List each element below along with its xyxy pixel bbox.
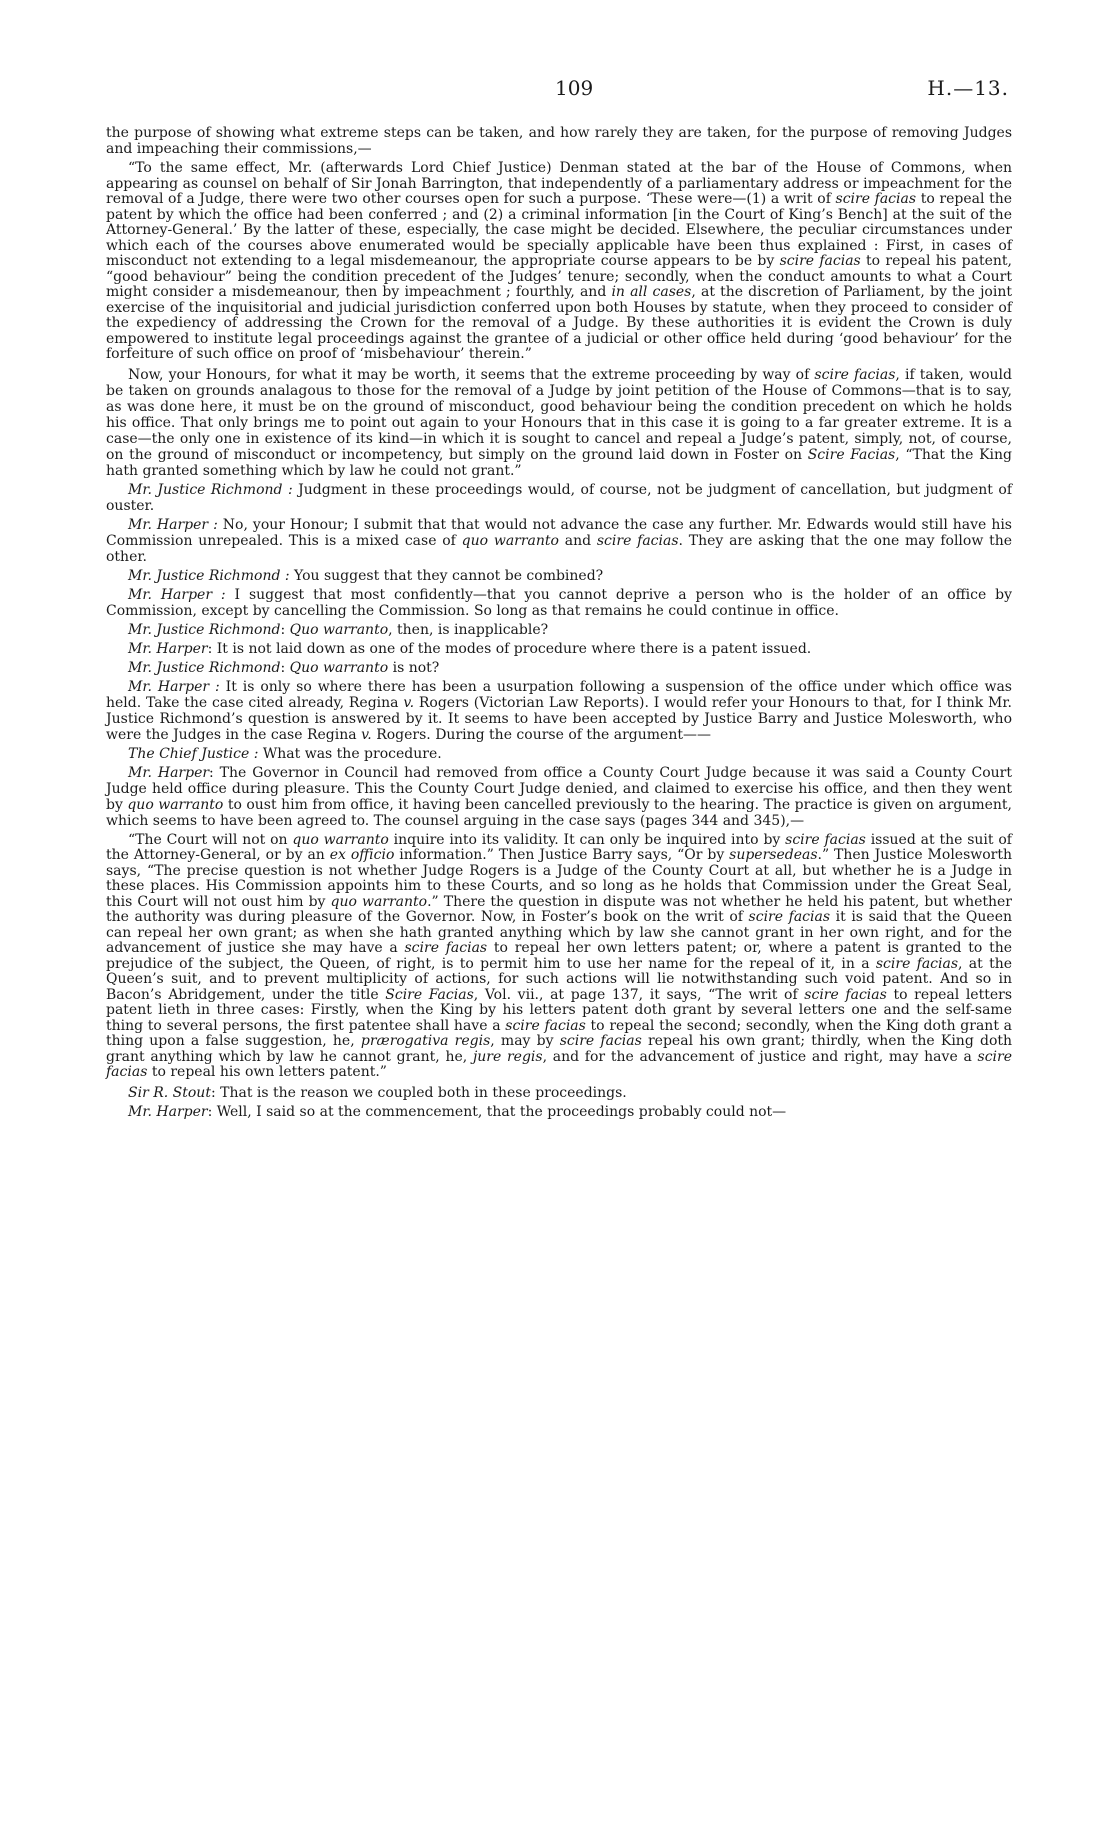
speaker: The Chief Justice :: [128, 745, 259, 762]
speaker: Mr. Harper: [128, 640, 208, 657]
paragraph: the purpose of showing what extreme steps can be taken, and how rarely they are taken, for the purpose of removing Judges and impeaching their commissions,—: [106, 125, 1012, 157]
dialogue-line: Mr. Justice Richmond: Quo warranto, then, is inapplicable?: [128, 621, 549, 638]
speaker: Mr. Harper: [128, 1103, 208, 1120]
speaker: Mr. Justice Richmond: [128, 621, 281, 638]
dialogue-line: Sir R. Stout: That is the reason we coupled both in these proceedings.: [128, 1084, 627, 1101]
dialogue-line: Mr. Harper: Well, I said so at the commencement, that the proceedings probably could not—: [128, 1103, 787, 1120]
block-quote: “The Court will not on quo warranto inquire into its validity. It can only be inquired into by scire facias issued at the suit of the Attorney-General, or by an ex officio information.” Then Justice Barry says, “Or by supersedeas.” Then Justice Molesworth says, “The precise question is not whether Judge Rogers is a Judge of the County Court at all, but whether he is a Judge in these places. His Commission appoints him to these Courts, and so long as he holds that Commission under the Great Seal, this Court will not oust him by quo warranto.” There the question in dispute was not whether he held his patent, but whether the authority was during pleasure of the Governor. Now, in Foster’s book on the writ of scire facias it is said that the Queen can repeal her own grant; as when she hath granted anything which by law she cannot grant in her own right, and for the advancement of justice she may have a scire facias to repeal her own letters patent; or, where a patent is granted to the prejudice of the subject, the Queen, of right, is to permit him to use her name for the repeal of it, in a scire facias, at the Queen’s suit, and to prevent multiplicity of actions, for such actions will lie notwithstanding such void patent. And so in Bacon’s Abridgement, under the title Scire Facias, Vol. vii., at page 137, it says, “The writ of scire facias to repeal letters patent lieth in three cases: Firstly, when the King by his letters patent doth grant by several letters one and the self-same thing to several persons, the first patentee shall have a scire facias to repeal the second; secondly, when the King doth grant a thing upon a false suggestion, he, prærogativa regis, may by scire facias repeal his own grant; thirdly, when the King doth grant anything which by law he cannot grant, he, jure regis, and for the advancement of justice and right, may have a scire facias to repeal his own letters patent.”: [106, 831, 1013, 1080]
page-number: 109: [555, 76, 594, 100]
speaker: Mr. Harper :: [128, 586, 226, 603]
document-reference: H.—13.: [927, 76, 1009, 100]
speaker: Sir R. Stout: [128, 1084, 211, 1101]
speaker: Mr. Justice Richmond :: [128, 481, 293, 498]
speaker: Mr. Harper :: [128, 678, 220, 695]
block-quote: “To the same effect, Mr. (afterwards Lord Chief Justice) Denman stated at the bar of the House of Commons, when appearing as counsel on behalf of Sir Jonah Barrington, that independently of a parliamentary address or impeachment for the removal of a Judge, there were two other courses open for such a purpose. ‘These were—(1) a writ of scire facias to repeal the patent by which the office had been conferred ; and (2) a criminal information [in the Court of King’s Bench] at the suit of the Attorney-General.’ By the latter of these, especially, the case might be decided. Elsewhere, the peculiar circumstances under which each of the courses above enumerated would be specially applicable have been thus explained : First, in cases of misconduct not extending to a legal misdemeanour, the appropriate course appears to be by scire facias to repeal his patent, “good behaviour” being the condition precedent of the Judges’ tenure; secondly, when the conduct amounts to what a Court might consider a misdemeanour, then by impeachment ; fourthly, and in all cases, at the discretion of Parliament, by the joint exercise of the inquisitorial and judicial jurisdiction conferred upon both Houses by statute, when they proceed to consider of the expediency of addressing the Crown for the removal of a Judge. By these authorities it is evident the Crown is duly empowered to institute legal proceedings against the grantee of a judicial or other office held during ‘good behaviour’ for the forfeiture of such office on proof of ‘misbehaviour’ therein.”: [106, 160, 1013, 362]
dialogue-line: Mr. Harper : I suggest that most confidently—that you cannot deprive a person who is the holder of an office by Commission, except by cancelling the Commission. So long as that remains he could continue in office.: [106, 586, 1012, 619]
dialogue-line: Mr. Justice Richmond: Quo warranto is not?: [128, 659, 440, 676]
dialogue-line: Mr. Justice Richmond : You suggest that they cannot be combined?: [128, 567, 604, 584]
dialogue-line: The Chief Justice : What was the procedure.: [128, 745, 442, 762]
speaker: Mr. Justice Richmond :: [128, 567, 290, 584]
dialogue-line: Mr. Harper: It is not laid down as one of the modes of procedure where there is a patent issued.: [128, 640, 812, 657]
dialogue-line: Mr. Harper : No, your Honour; I submit that that would not advance the case any further. Mr. Edwards would still have his Commission unrepealed. This is a mixed case of quo warranto and scire facias. They are asking that the one may follow the other.: [106, 516, 1013, 565]
dialogue-line: Mr. Justice Richmond : Judgment in these proceedings would, of course, not be judgment of cancellation, but judgment of ouster.: [106, 481, 1012, 514]
paragraph: Now, your Honours, for what it may be worth, it seems that the extreme proceeding by way of scire facias, if taken, would be taken on grounds analagous to those for the removal of a Judge by joint petition of the House of Commons—that is to say, as was done here, it must be on the ground of misconduct, good behaviour being the condition precedent on which he holds his office. That only brings me to point out again to your Honours that in this case it is going to a far greater extreme. It is a case—the only one in existence of its kind—in which it is sought to cancel and repeal a Judge’s patent, simply, not, of course, on the ground of misconduct or incompetency, but simply on the ground laid down in Foster on Scire Facias, “That the King hath granted something which by law he could not grant.”: [106, 366, 1012, 479]
speaker: Mr. Harper :: [128, 516, 218, 533]
speaker: Mr. Justice Richmond: [128, 659, 281, 676]
speaker: Mr. Harper: [128, 764, 210, 781]
page-header: [0, 76, 1114, 106]
document-body: [106, 125, 1012, 1123]
dialogue-line: Mr. Harper: The Governor in Council had removed from office a County Court Judge because it was said a County Court Judge held office during pleasure. This the County Court Judge denied, and claimed to exercise his office, and then they went by quo warranto to oust him from office, it having been cancelled previously to the hearing. The practice is given on argument, which seems to have been agreed to. The counsel arguing in the case says (pages 344 and 345),—: [106, 764, 1013, 829]
dialogue-line: Mr. Harper : It is only so where there has been a usurpation following a suspension of the office under which office was held. Take the case cited already, Regina v. Rogers (Victorian Law Reports). I would refer your Honours to that, for I think Mr. Justice Richmond’s question is answered by it. It seems to have been accepted by Justice Barry and Justice Molesworth, who were the Judges in the case Regina v. Rogers. During the course of the argument——: [106, 678, 1012, 743]
